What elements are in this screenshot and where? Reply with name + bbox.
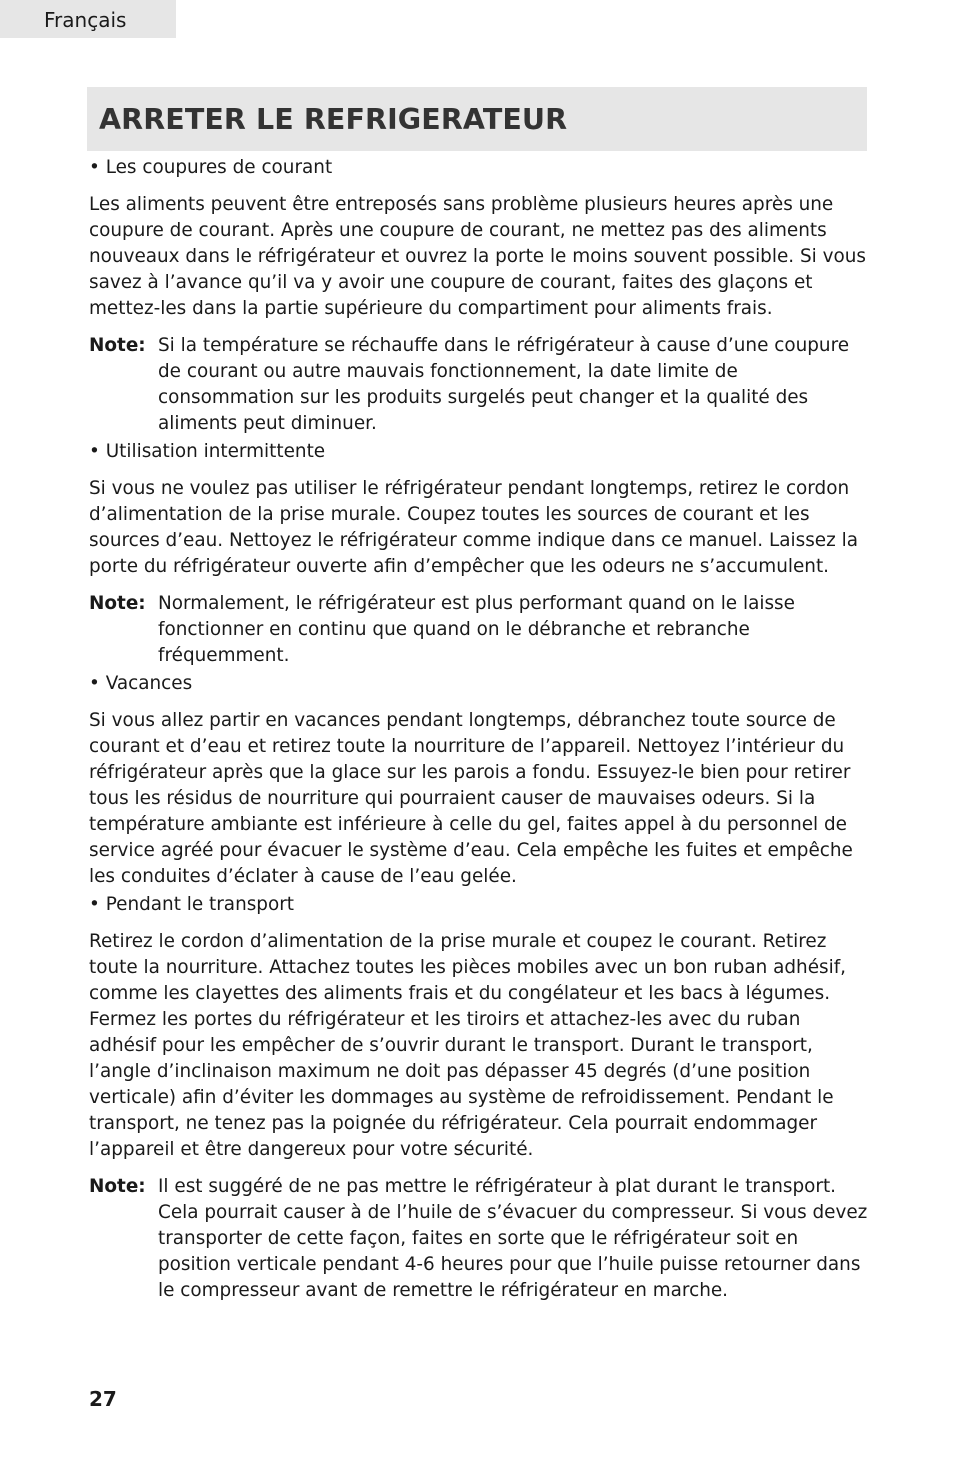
section-content <box>89 153 869 1304</box>
note-transport <box>89 1174 869 1304</box>
note-text: Normalement, le réfrigérateur est plus performant quand on le laisse fonctionner en continu que quand on le débranche et rebranche fréquemment. <box>158 593 795 666</box>
section-title-bar <box>87 87 867 151</box>
note-text: Il est suggéré de ne pas mettre le réfrigérateur à plat durant le transport. Cela pourrait causer à de l’huile de s’évacuer du compresseur. Si vous devez transporter de cette façon, faites en sorte que le réfrigérateur soit en position verticale pendant 4-6 heures pour que l’huile puisse retourner dans le compresseur avant de remettre le réfrigérateur en marche. <box>158 1176 868 1301</box>
paragraph-vacation: Si vous allez partir en vacances pendant longtemps, débranchez toute source de courant et d’eau et retirez toute la nourriture de l’appareil. Nettoyez l’intérieur du réfrigérateur après que la glace sur les parois a fondu. Essuyez-le bien pour retirer tous les résidus de nourriture qui pourraient causer de mauvaises odeurs. Si la température ambiante est inférieure à celle du gel, faites appel à du personnel de service agréé pour évacuer le système d’eau. Cela empêche les fuites et empêche les conduites d’éclater à cause de l’eau gelée. <box>89 710 853 887</box>
note-power-outage <box>89 333 869 437</box>
note-intermittent-use <box>89 591 869 669</box>
note-label: Note: <box>89 593 146 614</box>
bullet-heading-power-outage: • Les coupures de courant <box>89 157 333 178</box>
paragraph-power-outage: Les aliments peuvent être entreposés sans problème plusieurs heures après une coupure de courant. Après une coupure de courant, ne mettez pas des aliments nouveaux dans le réfrigérateur et ouvrez la porte le moins souvent possible. Si vous savez à l’avance qu’il va y avoir une coupure de courant, faites des glaçons et mettez-les dans la partie supérieure du compartiment pour aliments frais. <box>89 194 866 319</box>
language-tab-label: Français <box>44 8 127 32</box>
paragraph-intermittent-use: Si vous ne voulez pas utiliser le réfrigérateur pendant longtemps, retirez le cordon d’alimentation de la prise murale. Coupez toutes les sources de courant et les sources d’eau. Nettoyez le réfrigérateur comme indique dans ce manuel. Laissez la porte du réfrigérateur ouverte afin d’empêcher que les odeurs ne s’accumulent. <box>89 478 858 577</box>
page-number: 27 <box>89 1387 117 1411</box>
section-title: ARRETER LE REFRIGERATEUR <box>99 103 568 136</box>
bullet-heading-intermittent-use: • Utilisation intermittente <box>89 441 326 462</box>
note-text: Si la température se réchauffe dans le réfrigérateur à cause d’une coupure de courant ou autre mauvais fonctionnement, la date limite de consommation sur les produits surgelés peut changer et la qualité des aliments peut diminuer. <box>158 335 850 434</box>
note-label: Note: <box>89 335 146 356</box>
bullet-heading-transport: • Pendant le transport <box>89 894 294 915</box>
language-tab <box>0 0 176 38</box>
note-label: Note: <box>89 1176 146 1197</box>
bullet-heading-vacation: • Vacances <box>89 673 193 694</box>
paragraph-transport: Retirez le cordon d’alimentation de la prise murale et coupez le courant. Retirez toute la nourriture. Attachez toutes les pièces mobiles avec un bon ruban adhésif, comme les clayettes des aliments frais et du congélateur et les bacs à légumes. Fermez les portes du réfrigérateur et les tiroirs et attachez-les avec du ruban adhésif pour les empêcher de s’ouvrir durant le transport. Durant le transport, l’angle d’inclinaison maximum ne doit pas dépasser 45 degrés (d’une position verticale) afin d’éviter les dommages au système de refroidissement. Pendant le transport, ne tenez pas la poignée du réfrigérateur. Cela pourrait endommager l’appareil et être dangereux pour votre sécurité. <box>89 931 847 1160</box>
